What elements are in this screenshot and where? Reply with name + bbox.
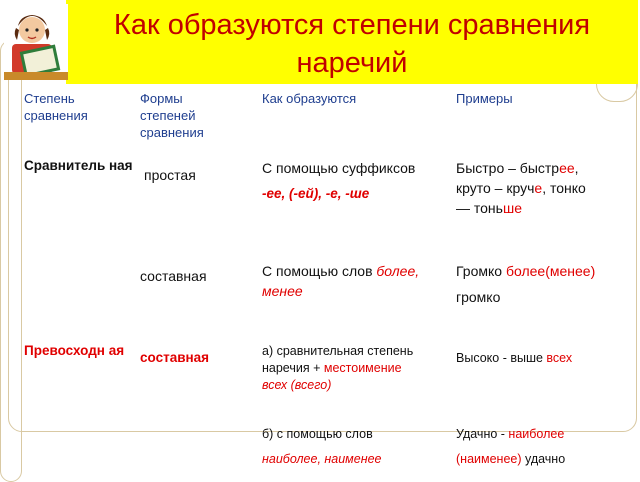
example-superlative-b-line2: (наименее) удачно	[456, 452, 566, 466]
how-simple-suffixes: -ее, (-ей), -е, -ше	[262, 186, 370, 201]
how-superlative-b-line2: наиболее, наименее	[262, 452, 382, 466]
header-degree: Степень сравнения	[24, 91, 88, 123]
example-superlative-b-line1: Удачно - наиболее	[456, 427, 565, 441]
how-superlative-a-line3: всех (всего)	[262, 378, 332, 392]
how-compound-line2: менее	[262, 283, 303, 299]
form-simple: простая	[144, 167, 196, 183]
how-superlative-b-line1: б) с помощью слов	[262, 427, 373, 441]
slide-title: Как образуются степени сравнения наречий	[113, 9, 591, 79]
header-examples: Примеры	[456, 91, 513, 106]
form-compound-comparative: составная	[140, 268, 207, 284]
example-simple-line3: — тоньше	[456, 200, 522, 216]
header-forms: Формы степеней сравнения	[140, 91, 204, 140]
example-superlative-a: Высоко - выше всех	[456, 351, 573, 365]
how-simple-line1: С помощью суффиксов	[262, 160, 416, 176]
degree-comparative: Сравнитель ная	[24, 158, 133, 173]
example-simple-line1: Быстро – быстрее,	[456, 160, 579, 176]
how-superlative-a-line1: а) сравнительная степень	[262, 344, 414, 358]
example-simple-line2: круто – круче, тонко	[456, 180, 586, 196]
girl-reading-book-icon	[4, 4, 68, 80]
how-superlative-a-line2: наречия + местоимение	[262, 361, 402, 375]
example-compound-line1: Громко более(менее)	[456, 263, 596, 279]
degree-superlative: Превосходн ая	[24, 343, 125, 358]
how-compound-line1: С помощью слов более,	[262, 263, 420, 279]
example-compound-line2: громко	[456, 289, 501, 305]
form-compound-superlative: составная	[140, 350, 210, 365]
header-how: Как образуются	[262, 91, 357, 106]
